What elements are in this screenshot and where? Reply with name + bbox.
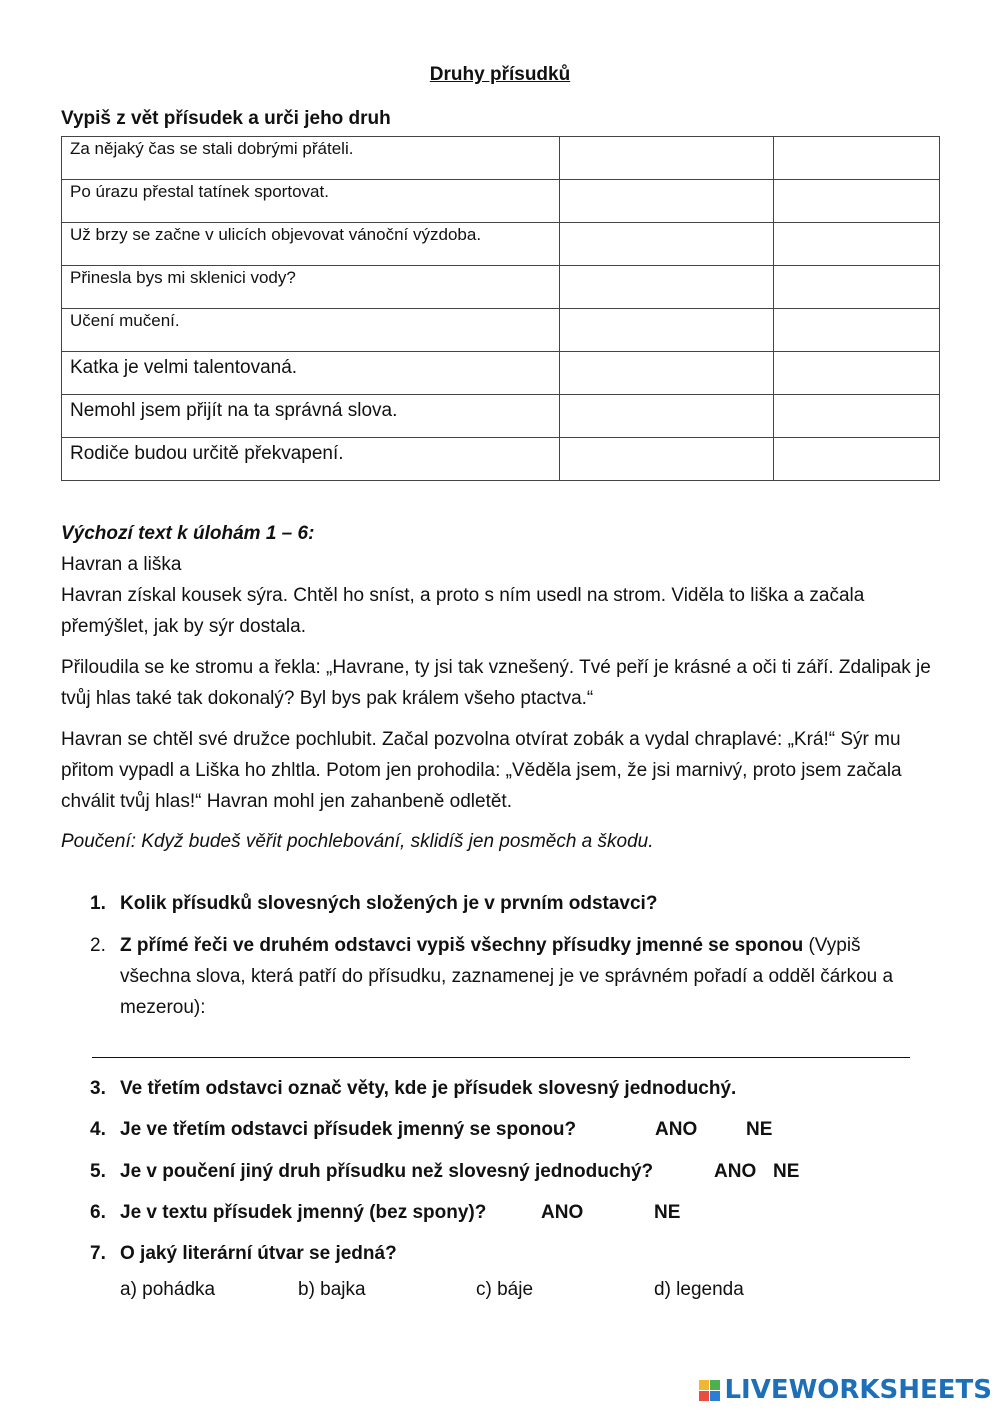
question-text [120, 930, 930, 1023]
choice-a[interactable]: a) pohádka [120, 1279, 216, 1300]
task-instruction: Vypiš z vět přísudek a urči jeho druh [61, 108, 391, 129]
sentence-cell: Katka je velmi talentovaná. [62, 352, 560, 395]
story-moral: Poučení: Když budeš věřit pochlebování, sklidíš jen posměch a škodu. [61, 831, 654, 852]
story-paragraph-3: Havran se chtěl své družce pochlubit. Začal pozvolna otvírat zobák a vydal chraplavé: „Krá!“ Sýr mu přitom vypadl a Liška ho zhltla. Potom jen prohodila: „Věděla jsem, že jsi marnivý, proto jsem začala chválit tvůj hlas!“ Havran mohl jen zahanbeně odletět. [61, 729, 902, 812]
table-row [62, 395, 940, 438]
question-number: 2. [90, 935, 106, 956]
question-7 [90, 1238, 940, 1269]
question-text: Ve třetím odstavci označ věty, kde je přísudek slovesný jednoduchý. [120, 1078, 737, 1099]
question-text: Je ve třetím odstavci přísudek jmenný se sponou? [120, 1119, 577, 1140]
answer-no[interactable]: NE [746, 1119, 773, 1140]
question-text: Je v poučení jiný druh přísudku než slovesný jednoduchý? [120, 1161, 654, 1182]
table-row [62, 438, 940, 481]
answer-line[interactable] [92, 1057, 910, 1058]
type-answer-box[interactable] [774, 395, 940, 438]
question-text: Kolik přísudků slovesných složených je v prvním odstavci? [120, 893, 658, 914]
predicate-answer-box[interactable] [560, 223, 774, 266]
liveworksheets-logo [699, 1375, 992, 1405]
choice-c[interactable]: c) báje [476, 1279, 534, 1300]
choice-b[interactable]: b) bajka [298, 1279, 366, 1300]
question-number: 5. [90, 1161, 106, 1182]
question-text-note: (Vypiš všechna slova, která patří do přísudku, zaznamenej je ve správném pořadí a odděl čárkou a mezerou): [120, 935, 894, 1018]
table-row [62, 223, 940, 266]
answer-yes[interactable]: ANO [541, 1202, 584, 1223]
table-row [62, 180, 940, 223]
question-1 [90, 888, 940, 919]
story-paragraph-2: Přiloudila se ke stromu a řekla: „Havrane, ty jsi tak vznešený. Tvé peří je krásné a oči ti září. Zdalipak je tvůj hlas také tak dokonalý? Byl bys pak králem všeho ptactva.“ [61, 657, 931, 709]
table-row [62, 137, 940, 180]
question-4 [90, 1114, 940, 1145]
predicate-answer-box[interactable] [560, 395, 774, 438]
type-answer-box[interactable] [774, 266, 940, 309]
predicate-answer-box[interactable] [560, 352, 774, 395]
table-row [62, 352, 940, 395]
question-text-bold: Z přímé řeči ve druhém odstavci vypiš všechny přísudky jmenné se sponou [120, 935, 804, 956]
question-5 [90, 1156, 940, 1187]
question-number: 7. [90, 1243, 106, 1264]
question-number: 6. [90, 1202, 106, 1223]
question-text: O jaký literární útvar se jedná? [120, 1243, 397, 1264]
table-row [62, 266, 940, 309]
story-paragraph-1: Havran získal kousek sýra. Chtěl ho sníst, a proto s ním usedl na strom. Viděla to liška a začala přemýšlet, jak by sýr dostala. [61, 585, 865, 637]
type-answer-box[interactable] [774, 180, 940, 223]
predicate-answer-box[interactable] [560, 438, 774, 481]
answer-yes[interactable]: ANO [714, 1161, 757, 1182]
answer-yes[interactable]: ANO [655, 1119, 698, 1140]
sentence-cell: Přinesla bys mi sklenici vody? [62, 266, 560, 309]
sentence-cell: Po úrazu přestal tatínek sportovat. [62, 180, 560, 223]
type-answer-box[interactable] [774, 137, 940, 180]
sentence-cell: Za nějaký čas se stali dobrými přáteli. [62, 137, 560, 180]
question-6 [90, 1197, 940, 1228]
question-2 [90, 930, 940, 1018]
logo-mark-icon [699, 1380, 720, 1401]
table-row [62, 309, 940, 352]
answer-no[interactable]: NE [773, 1161, 800, 1182]
exercise-table [61, 136, 940, 481]
question-text: Je v textu přísudek jmenný (bez spony)? [120, 1202, 487, 1223]
question-number: 1. [90, 893, 106, 914]
question-3 [90, 1073, 940, 1104]
choice-d[interactable]: d) legenda [654, 1279, 744, 1300]
sentence-cell: Už brzy se začne v ulicích objevovat vánoční výzdoba. [62, 223, 560, 266]
predicate-answer-box[interactable] [560, 137, 774, 180]
sentence-cell: Učení mučení. [62, 309, 560, 352]
predicate-answer-box[interactable] [560, 180, 774, 223]
story-title: Havran a liška [61, 554, 182, 575]
type-answer-box[interactable] [774, 438, 940, 481]
sentence-cell: Rodiče budou určitě překvapení. [62, 438, 560, 481]
question-number: 4. [90, 1119, 106, 1140]
predicate-answer-box[interactable] [560, 266, 774, 309]
question-number: 3. [90, 1078, 106, 1099]
sentence-cell: Nemohl jsem přijít na ta správná slova. [62, 395, 560, 438]
type-answer-box[interactable] [774, 309, 940, 352]
type-answer-box[interactable] [774, 223, 940, 266]
page-title: Druhy přísudků [429, 64, 571, 85]
type-answer-box[interactable] [774, 352, 940, 395]
source-text-heading: Výchozí text k úlohám 1 – 6: [61, 523, 315, 544]
predicate-answer-box[interactable] [560, 309, 774, 352]
answer-no[interactable]: NE [654, 1202, 681, 1223]
logo-text: LIVEWORKSHEETS [724, 1375, 992, 1405]
